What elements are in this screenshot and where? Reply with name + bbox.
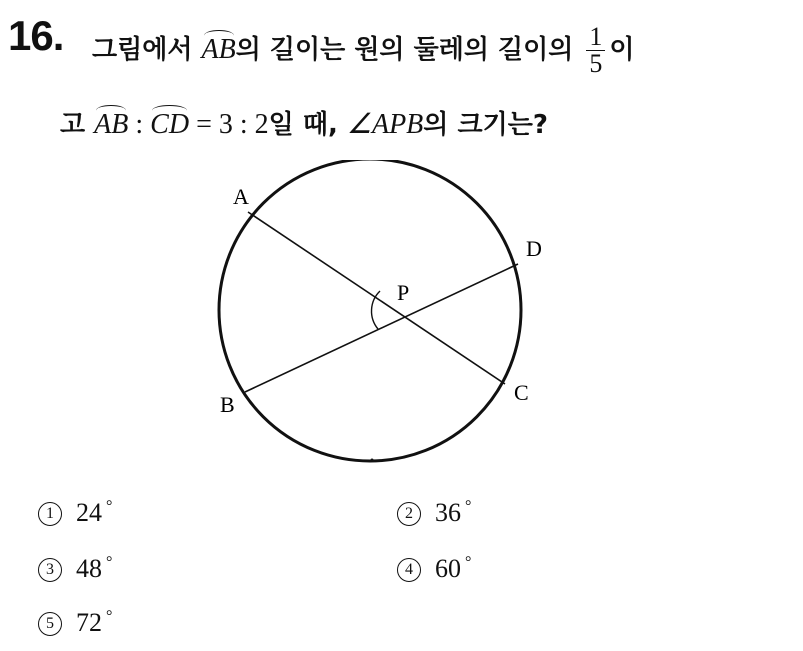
label-c: C: [514, 380, 529, 405]
ratio-colon: :: [128, 109, 151, 140]
choice-1-mark: 1: [38, 502, 62, 526]
arc-cd-symbol: CD: [150, 109, 190, 140]
choice-3-mark: 3: [38, 558, 62, 582]
circle-outline: [219, 160, 521, 461]
bottom-dot: [371, 459, 374, 462]
choice-5-mark: 5: [38, 612, 62, 636]
choice-1[interactable]: [38, 498, 112, 528]
choice-5-unit: °: [106, 608, 113, 625]
line2-post: 의 크기는?: [423, 110, 548, 140]
label-a: A: [233, 184, 249, 209]
question-text-line2: [60, 104, 548, 141]
angle-apb-arc: [372, 291, 380, 329]
choice-1-value: 24: [76, 498, 102, 527]
choice-3[interactable]: [38, 554, 112, 584]
choice-2-mark: 2: [397, 502, 421, 526]
chord-ac: [248, 212, 505, 384]
line1-mid: 의 길이는 원의 둘레의 길이의: [235, 35, 583, 65]
ratio-value: = 3 : 2: [189, 109, 269, 140]
question-text-line1: [92, 24, 635, 77]
line1-pre: 그림에서: [92, 35, 202, 65]
question-number: 16.: [8, 12, 64, 59]
choice-2-value: 36: [435, 498, 461, 527]
arc-ab-symbol-2: AB: [94, 109, 129, 140]
choice-5[interactable]: [38, 608, 112, 638]
line2-pre: 고: [60, 110, 95, 140]
fraction-numerator: 1: [586, 24, 605, 51]
choice-4-unit: °: [465, 554, 472, 571]
line2-mid: 일 때,: [268, 110, 347, 140]
chord-bd: [245, 264, 518, 392]
choice-4[interactable]: [397, 554, 471, 584]
choice-3-unit: °: [106, 554, 113, 571]
choice-4-mark: 4: [397, 558, 421, 582]
choice-5-value: 72: [76, 608, 102, 637]
choice-4-value: 60: [435, 554, 461, 583]
choice-2[interactable]: [397, 498, 471, 528]
arc-ab-symbol: AB: [201, 34, 236, 65]
fraction-one-fifth: [586, 24, 605, 77]
choice-1-unit: °: [106, 498, 113, 515]
circle-diagram: [200, 160, 580, 480]
line1-post: 이: [609, 35, 635, 65]
choice-3-value: 48: [76, 554, 102, 583]
angle-apb-symbol: ∠APB: [346, 109, 424, 140]
choice-2-unit: °: [465, 498, 472, 515]
label-p: P: [397, 280, 410, 305]
label-d: D: [526, 236, 542, 261]
fraction-denominator: 5: [589, 49, 603, 78]
label-b: B: [220, 392, 235, 417]
